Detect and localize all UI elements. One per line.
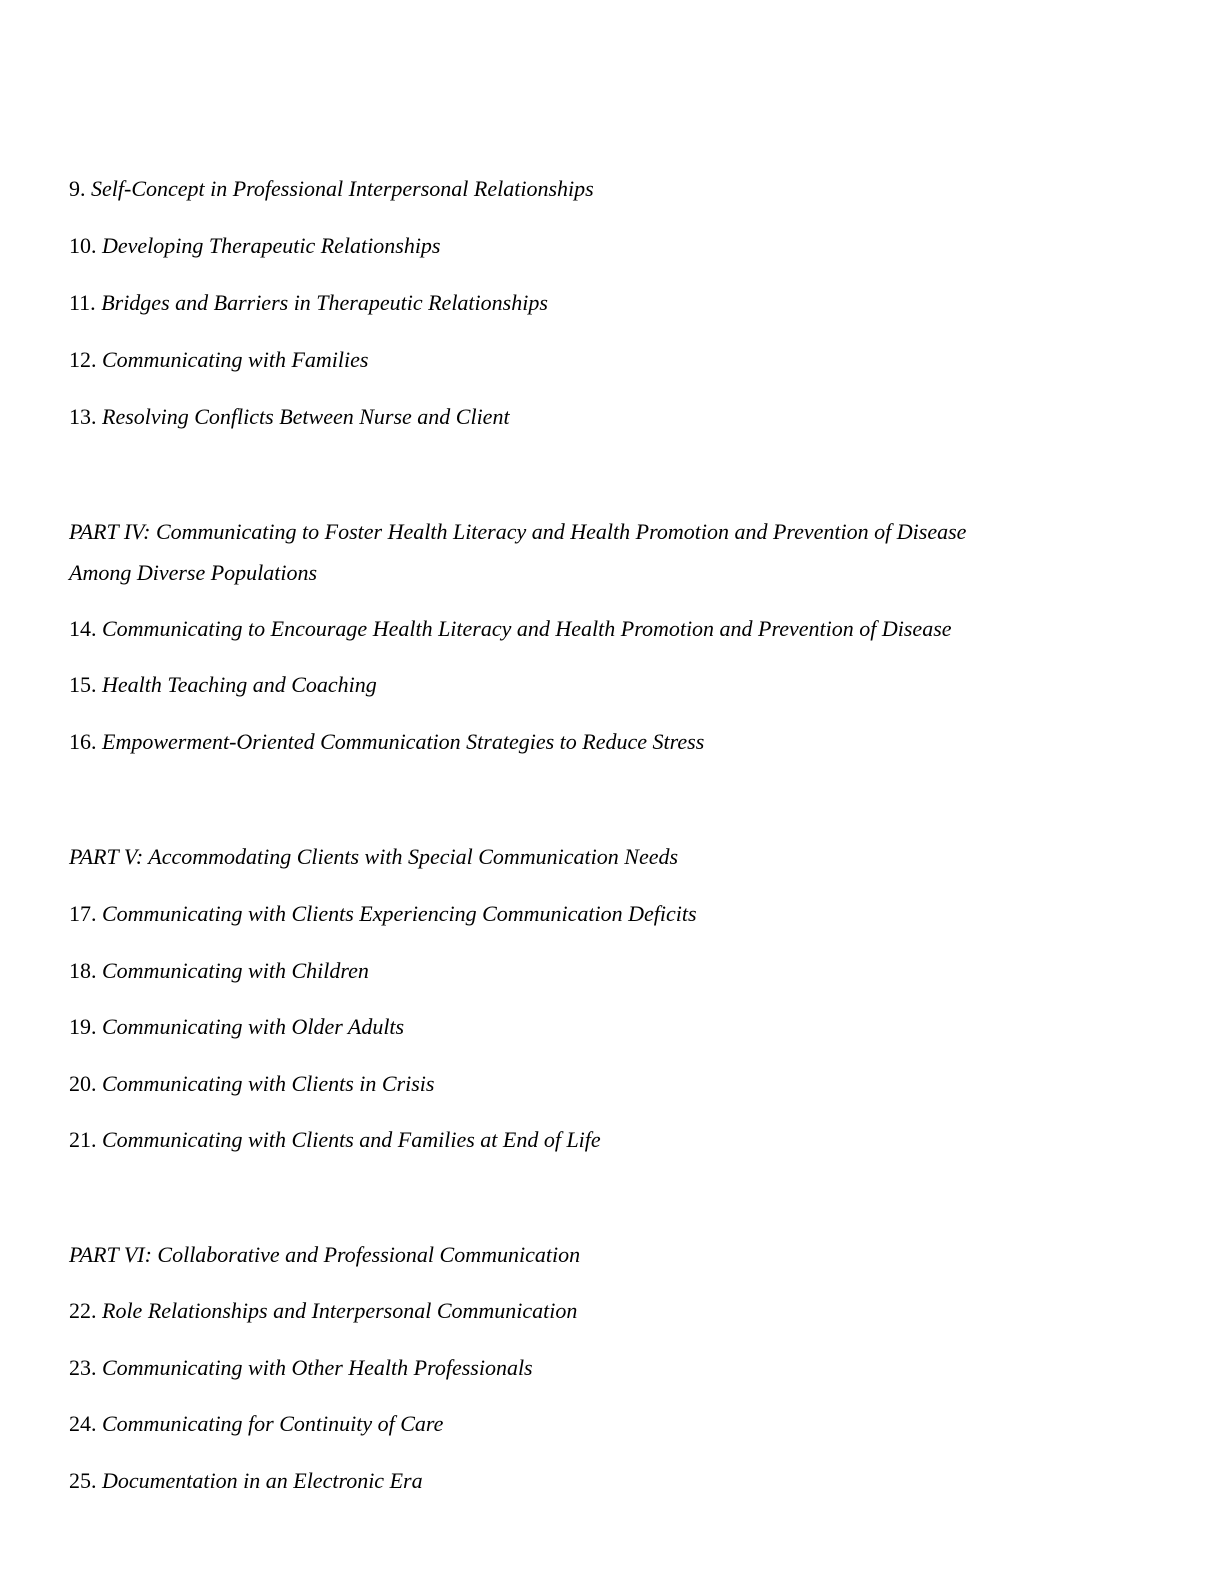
chapter-entry-18 <box>69 960 369 982</box>
chapter-entry-22 <box>69 1300 577 1322</box>
chapter-number: 18. <box>69 958 97 983</box>
part-heading-vi: PART VI: Collaborative and Professional Communication <box>69 1242 581 1267</box>
chapter-entry-10 <box>69 235 441 257</box>
chapter-number: 15. <box>69 672 97 697</box>
chapter-number: 20. <box>69 1071 97 1096</box>
chapter-title: Role Relationships and Interpersonal Communication <box>102 1298 578 1323</box>
chapter-title: Empowerment-Oriented Communication Strategies to Reduce Stress <box>102 729 705 754</box>
chapter-title: Communicating with Other Health Professionals <box>102 1355 533 1380</box>
chapter-entry-12 <box>69 349 368 371</box>
chapter-number: 11. <box>69 290 96 315</box>
chapter-number: 17. <box>69 901 97 926</box>
part-heading-iv-continued: Among Diverse Populations <box>69 560 318 585</box>
chapter-number: 21. <box>69 1127 97 1152</box>
chapter-entry-16 <box>69 731 704 753</box>
chapter-number: 24. <box>69 1411 97 1436</box>
chapter-title: Developing Therapeutic Relationships <box>102 233 441 258</box>
chapter-title: Communicating with Children <box>102 958 369 983</box>
chapter-number: 12. <box>69 347 97 372</box>
chapter-number: 23. <box>69 1355 97 1380</box>
chapter-number: 25. <box>69 1468 97 1493</box>
chapter-entry-24 <box>69 1413 443 1435</box>
chapter-title: Resolving Conflicts Between Nurse and Client <box>102 404 510 429</box>
chapter-number: 19. <box>69 1014 97 1039</box>
chapter-entry-23 <box>69 1357 533 1379</box>
chapter-entry-19 <box>69 1016 404 1038</box>
chapter-entry-17 <box>69 903 697 925</box>
chapter-number: 9. <box>69 176 86 201</box>
chapter-title: Communicating with Older Adults <box>102 1014 405 1039</box>
chapter-entry-11 <box>69 292 548 314</box>
chapter-title: Documentation in an Electronic Era <box>102 1468 423 1493</box>
chapter-title: Communicating to Encourage Health Literacy and Health Promotion and Prevention of Disease <box>102 616 952 641</box>
chapter-title: Communicating with Clients and Families at End of Life <box>102 1127 601 1152</box>
chapter-title: Communicating for Continuity of Care <box>102 1411 444 1436</box>
chapter-title: Communicating with Families <box>102 347 369 372</box>
chapter-number: 14. <box>69 616 97 641</box>
chapter-entry-25 <box>69 1470 423 1492</box>
chapter-number: 10. <box>69 233 97 258</box>
chapter-title: Communicating with Clients Experiencing Communication Deficits <box>102 901 697 926</box>
part-heading-iv: PART IV: Communicating to Foster Health Literacy and Health Promotion and Prevention of Disease <box>69 519 967 544</box>
chapter-entry-13 <box>69 406 510 428</box>
chapter-title: Communicating with Clients in Crisis <box>102 1071 435 1096</box>
chapter-title: Bridges and Barriers in Therapeutic Relationships <box>101 290 548 315</box>
chapter-entry-21 <box>69 1129 601 1151</box>
chapter-entry-9 <box>69 178 594 200</box>
chapter-entry-20 <box>69 1073 434 1095</box>
chapter-number: 13. <box>69 404 97 429</box>
chapter-number: 22. <box>69 1298 97 1323</box>
chapter-number: 16. <box>69 729 97 754</box>
chapter-entry-15 <box>69 674 377 696</box>
chapter-entry-14 <box>69 618 952 640</box>
part-heading-v: PART V: Accommodating Clients with Special Communication Needs <box>69 844 679 869</box>
chapter-title: Self-Concept in Professional Interpersonal Relationships <box>91 176 594 201</box>
chapter-title: Health Teaching and Coaching <box>102 672 377 697</box>
